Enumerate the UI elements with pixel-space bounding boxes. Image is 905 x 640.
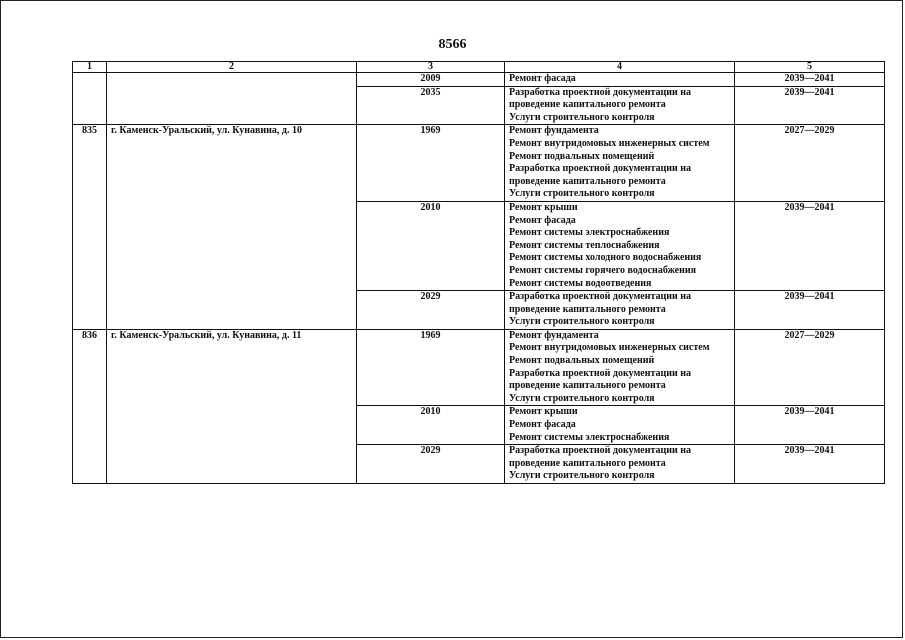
- table-row: [73, 125, 885, 202]
- header-col-4: 4: [505, 62, 735, 73]
- work-item: Ремонт крыши: [509, 201, 578, 213]
- row-period: 2039—2041: [735, 291, 885, 330]
- work-item: Ремонт системы водоотведения: [509, 277, 652, 289]
- work-item: Ремонт фасада: [509, 419, 576, 431]
- cont-period: 2039—2041: [735, 86, 885, 125]
- row-period: 2039—2041: [735, 201, 885, 290]
- work-item: Разработка проектной документации на: [509, 291, 692, 303]
- work-item: Ремонт системы горячего водоснабжения: [509, 264, 697, 276]
- table-row: [73, 73, 885, 87]
- work-item: Разработка проектной документации на: [509, 367, 692, 379]
- work-item: Разработка проектной документации на: [509, 445, 692, 457]
- header-col-5: 5: [735, 62, 885, 73]
- table-body: [73, 73, 885, 484]
- work-item: Услуги строительного контроля: [509, 316, 655, 328]
- work-item: Ремонт внутридомовых инженерных систем: [509, 137, 710, 149]
- row-year: 2010: [357, 406, 505, 445]
- work-item: Ремонт внутридомовых инженерных систем: [509, 342, 710, 354]
- object-number: 836: [73, 329, 107, 483]
- work-item: Ремонт системы электроснабжения: [509, 227, 670, 239]
- cont-works: [505, 86, 735, 125]
- object-number: 835: [73, 125, 107, 330]
- row-year: 2029: [357, 445, 505, 484]
- capital-repair-table: [72, 61, 885, 484]
- page-number: 8566: [438, 37, 467, 52]
- row-period: 2039—2041: [735, 406, 885, 445]
- object-address: г. Каменск-Уральский, ул. Кунавина, д. 11: [107, 329, 357, 483]
- work-item: проведение капитального ремонта: [509, 99, 666, 111]
- work-item: Ремонт системы электроснабжения: [509, 431, 670, 443]
- table-row: [73, 329, 885, 406]
- row-works: [505, 406, 735, 445]
- row-period: 2039—2041: [735, 445, 885, 484]
- work-item: Услуги строительного контроля: [509, 188, 655, 200]
- work-item: Ремонт крыши: [509, 406, 578, 418]
- work-item: Ремонт фасада: [509, 73, 576, 84]
- row-works: [505, 125, 735, 202]
- cont-period: 2039—2041: [735, 73, 885, 87]
- work-item: Ремонт фундамента: [509, 125, 599, 137]
- work-item: проведение капитального ремонта: [509, 303, 666, 315]
- work-item: Ремонт подвальных помещений: [509, 355, 655, 367]
- work-item: Ремонт фасада: [509, 214, 576, 226]
- row-year: 1969: [357, 329, 505, 406]
- cont-address-cell: [107, 73, 357, 125]
- work-item: Ремонт системы холодного водоснабжения: [509, 252, 702, 264]
- cont-year: 2035: [357, 86, 505, 125]
- row-works: [505, 329, 735, 406]
- work-item: Ремонт подвальных помещений: [509, 150, 655, 162]
- work-item: проведение капитального ремонта: [509, 175, 666, 187]
- work-item: Ремонт системы теплоснабжения: [509, 239, 660, 251]
- cont-year: 2009: [357, 73, 505, 87]
- row-works: [505, 291, 735, 330]
- work-item: Услуги строительного контроля: [509, 111, 655, 123]
- row-period: 2027—2029: [735, 329, 885, 406]
- row-year: 2029: [357, 291, 505, 330]
- header-col-2: 2: [107, 62, 357, 73]
- row-year: 1969: [357, 125, 505, 202]
- work-item: Разработка проектной документации на: [509, 86, 692, 98]
- work-item: Услуги строительного контроля: [509, 470, 655, 482]
- work-item: Разработка проектной документации на: [509, 163, 692, 175]
- row-works: [505, 201, 735, 290]
- header-row: [73, 62, 885, 73]
- row-year: 2010: [357, 201, 505, 290]
- row-works: [505, 445, 735, 484]
- object-address: г. Каменск-Уральский, ул. Кунавина, д. 10: [107, 125, 357, 330]
- work-item: проведение капитального ремонта: [509, 380, 666, 392]
- cont-works: [505, 73, 735, 87]
- work-item: проведение капитального ремонта: [509, 457, 666, 469]
- work-item: Ремонт фундамента: [509, 329, 599, 341]
- header-col-1: 1: [73, 62, 107, 73]
- cont-num-cell: [73, 73, 107, 125]
- row-period: 2027—2029: [735, 125, 885, 202]
- header-col-3: 3: [357, 62, 505, 73]
- work-item: Услуги строительного контроля: [509, 392, 655, 404]
